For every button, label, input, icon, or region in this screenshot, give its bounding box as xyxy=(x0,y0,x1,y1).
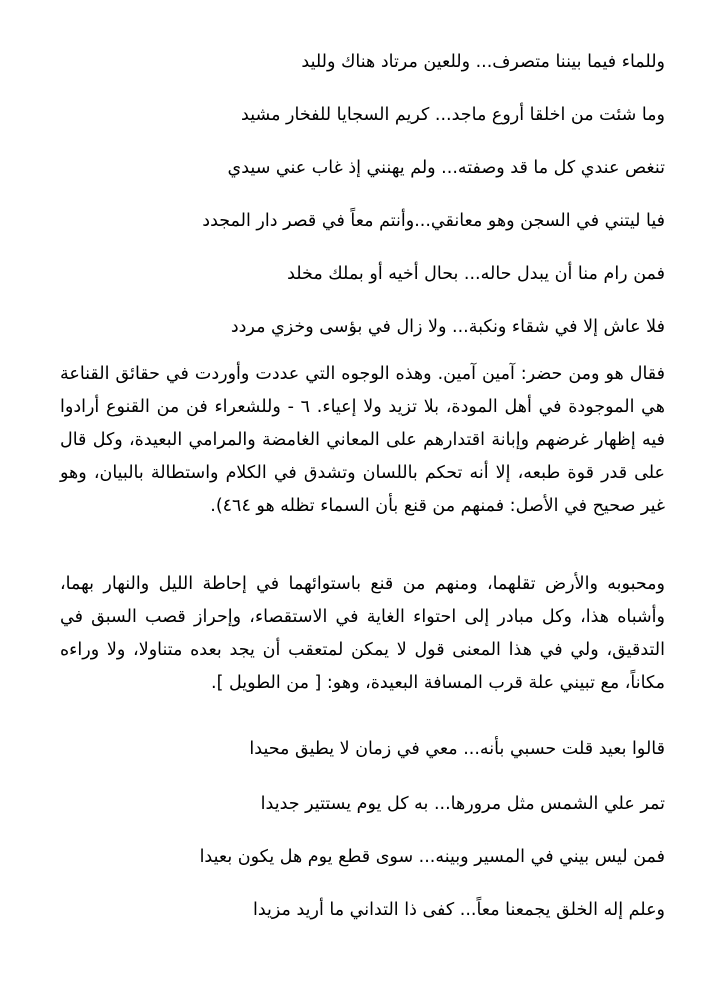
verse-line: قالوا بعيد قلت حسبي بأنه... معي في زمان لا يطيق محيدا xyxy=(249,739,665,759)
paragraph: ومحبوبه والأرض تقلهما، ومنهم من قنع باستوائهما في إحاطة الليل والنهار بهما، وأشباه هذا، وكل مبادر إلى احتواء الغاية في الاستقصاء، وإحراز قصب السبق في التدقيق، ولي في هذا المعنى قول لا يمكن لمتعقب أن يجد بعده متناولا، ولا وراءه مكاناً، مع تبيني علة قرب المسافة البعيدة، وهو: [ من الطويل ]. xyxy=(60,574,665,693)
verse-line: فلا عاش إلا في شقاء ونكبة... ولا زال في بؤسى وخزي مردد xyxy=(230,317,665,337)
paragraph: فقال هو ومن حضر: آمين آمين. وهذه الوجوه التي عددت وأوردت في حقائق القناعة هي الموجودة في أهل المودة، بلا تزيد ولا إعياء. ٦ - وللشعراء فن من القنوع أرادوا فيه إظهار غرضهم وإبانة اقتدارهم على المعاني الغامضة والمرامي البعيدة، وكل قال على قدر قوة طبعه، إلا أنه تحكم باللسان وتشدق في الكلام واستطالة بالبيان، وهو غير صحيح في الأصل: فمنهم من قنع بأن السماء تظله هو ٤٦٤). xyxy=(60,364,665,516)
verse-line: وعلم إله الخلق يجمعنا معاً... كفى ذا التداني ما أريد مزيدا xyxy=(252,900,665,920)
verse-line: تنغص عندي كل ما قد وصفته... ولم يهنني إذ غاب عني سيدي xyxy=(227,158,665,178)
verse-line: فمن رام منا أن يبدل حاله... بحال أخيه أو بملك مخلد xyxy=(287,264,665,284)
verse-line: وللماء فيما بيننا متصرف... وللعين مرتاد هناك ولليد xyxy=(301,52,665,72)
verse-line: فمن ليس بيني في المسير وبينه... سوى قطع يوم هل يكون بعيدا xyxy=(199,847,665,867)
verse-line: وما شئت من اخلقا أروع ماجد... كريم السجايا للفخار مشيد xyxy=(241,105,665,125)
verse-line: تمر علي الشمس مثل مرورها... به كل يوم يستتير جديدا xyxy=(260,794,665,814)
verse-line: فيا ليتني في السجن وهو معانقي...وأنتم معاً في قصر دار المجدد xyxy=(202,211,665,231)
